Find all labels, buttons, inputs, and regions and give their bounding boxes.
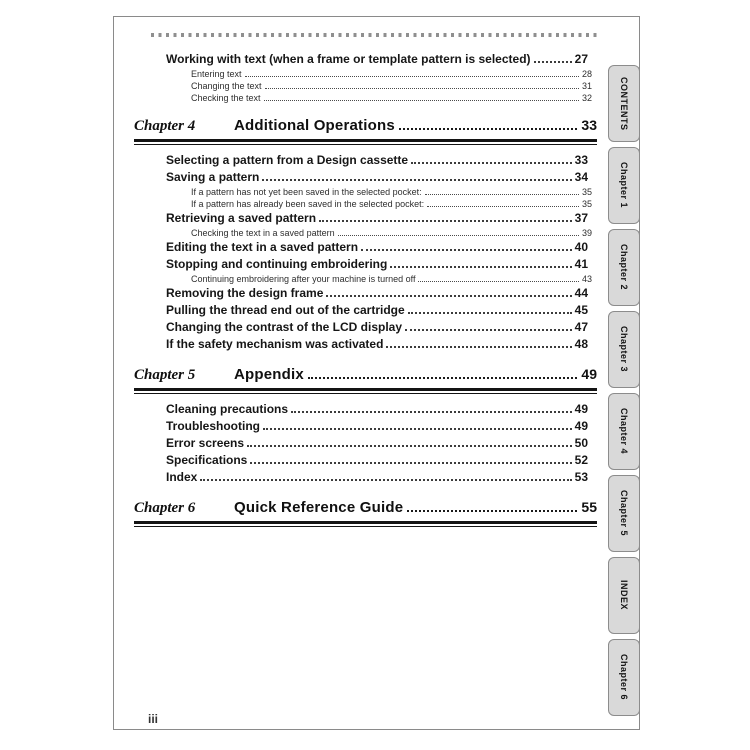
dot-leader <box>245 76 579 77</box>
toc-entry-label: Cleaning precautions <box>166 402 289 416</box>
tab-label: Chapter 6 <box>619 654 629 701</box>
toc-entry-page-number: 31 <box>581 81 592 91</box>
dot-leader <box>326 295 571 297</box>
toc-entry-label: Retrieving a saved pattern <box>166 211 317 225</box>
toc-entry-page-number: 45 <box>574 303 588 317</box>
tab-label: Chapter 1 <box>619 162 629 209</box>
toc-entry-page-number: 32 <box>581 93 592 103</box>
toc-entry-page-number: 33 <box>574 153 588 167</box>
toc-entry-retrieving-a-saved-pattern[interactable] <box>166 210 588 227</box>
toc-entry-entering-text[interactable] <box>191 68 592 80</box>
toc-entry-label: Removing the design frame <box>166 286 324 300</box>
chapter-title: Appendix <box>234 366 304 383</box>
toc-entry-label: Changing the contrast of the LCD display <box>166 320 403 334</box>
tab-chapter-2[interactable] <box>608 229 640 306</box>
chapter-label: Chapter 6 <box>134 500 196 516</box>
toc-entry-page-number: 37 <box>574 211 588 225</box>
chapter-divider-rule <box>134 388 597 394</box>
toc-entry-page-number: 50 <box>574 436 588 450</box>
tab-chapter-6[interactable] <box>608 639 640 716</box>
toc-chapter-entry-chapter-6[interactable] <box>134 495 597 520</box>
chapter-title: Additional Operations <box>234 117 395 134</box>
toc-entry-page-number: 35 <box>581 187 592 197</box>
chapter-page-number: 55 <box>581 499 597 515</box>
dot-leader <box>407 510 577 512</box>
dotted-separator <box>151 33 601 37</box>
toc-entry-page-number: 43 <box>581 274 592 284</box>
dot-leader <box>390 266 571 268</box>
toc-entry-label: Index <box>166 470 198 484</box>
dot-leader <box>411 162 572 164</box>
tab-chapter-1[interactable] <box>608 147 640 224</box>
dot-leader <box>386 346 571 348</box>
toc-entry-page-number: 52 <box>574 453 588 467</box>
tab-index[interactable] <box>608 557 640 634</box>
toc-entry-label: Changing the text <box>191 81 262 91</box>
toc-entry-if-a-pattern-has-already-been-saved-in-the-selected-pocket[interactable] <box>191 198 592 210</box>
chapter-page-number: 33 <box>581 117 597 133</box>
toc-entry-label: Selecting a pattern from a Design cassette <box>166 153 409 167</box>
toc-entry-page-number: 35 <box>581 199 592 209</box>
chapter-tab-strip <box>608 65 641 721</box>
table-of-contents <box>114 51 639 527</box>
dot-leader <box>262 179 571 181</box>
toc-entry-page-number: 49 <box>574 419 588 433</box>
dot-leader <box>200 479 571 481</box>
toc-entry-label: Specifications <box>166 453 248 467</box>
chapter-heading-block <box>134 362 597 394</box>
toc-entry-page-number: 48 <box>574 337 588 351</box>
chapter-title: Quick Reference Guide <box>234 499 404 516</box>
dot-leader <box>264 100 579 101</box>
dot-leader <box>427 206 579 207</box>
dot-leader <box>418 281 579 282</box>
toc-entry-checking-the-text-in-a-saved-pattern[interactable] <box>191 227 592 239</box>
toc-entry-specifications[interactable] <box>166 452 588 469</box>
toc-entry-label: Saving a pattern <box>166 170 260 184</box>
dot-leader <box>425 194 579 195</box>
dot-leader <box>534 61 572 63</box>
chapter-page-number: 49 <box>581 366 597 382</box>
page-number: iii <box>148 712 159 726</box>
toc-chapter-entry-chapter-5[interactable] <box>134 362 597 387</box>
tab-chapter-3[interactable] <box>608 311 640 388</box>
toc-entry-label: Editing the text in a saved pattern <box>166 240 359 254</box>
tab-chapter-4[interactable] <box>608 393 640 470</box>
dot-leader <box>247 445 572 447</box>
chapter-divider-rule <box>134 521 597 527</box>
toc-entry-page-number: 41 <box>574 257 588 271</box>
toc-entry-index[interactable] <box>166 469 588 486</box>
dot-leader <box>399 128 578 130</box>
toc-entry-label: Stopping and continuing embroidering <box>166 257 388 271</box>
toc-entry-saving-a-pattern[interactable] <box>166 169 588 186</box>
toc-entry-page-number: 28 <box>581 69 592 79</box>
toc-entry-if-the-safety-mechanism-was-activated[interactable] <box>166 336 588 353</box>
chapter-label: Chapter 4 <box>134 118 196 134</box>
toc-entry-cleaning-precautions[interactable] <box>166 401 588 418</box>
toc-entry-label: Troubleshooting <box>166 419 260 433</box>
chapter-heading-block <box>134 113 597 145</box>
toc-entry-label: Checking the text <box>191 93 261 103</box>
dot-leader <box>338 235 579 236</box>
toc-entry-label: If a pattern has not yet been saved in the selected pocket: <box>191 187 422 197</box>
dot-leader <box>319 220 572 222</box>
tab-contents[interactable] <box>608 65 640 142</box>
tab-label: Chapter 2 <box>619 244 629 291</box>
toc-entry-label: Working with text (when a frame or template pattern is selected) <box>166 52 531 66</box>
dot-leader <box>308 377 577 379</box>
toc-entry-checking-the-text[interactable] <box>191 92 592 104</box>
toc-entry-pulling-the-thread-end-out-of-the-cartridge[interactable] <box>166 302 588 319</box>
dot-leader <box>263 428 572 430</box>
toc-entry-page-number: 39 <box>581 228 592 238</box>
toc-entry-label: Continuing embroidering after your machine is turned off <box>191 274 416 284</box>
toc-entry-label: If the safety mechanism was activated <box>166 337 384 351</box>
toc-entry-if-a-pattern-has-not-yet-been-saved-in-the-selected-pocket[interactable] <box>191 186 592 198</box>
toc-entry-page-number: 53 <box>574 470 588 484</box>
toc-entry-continuing-embroidering-after-your-machine-is-turned-off[interactable] <box>191 273 592 285</box>
toc-entry-changing-the-contrast-of-the-lcd-display[interactable] <box>166 319 588 336</box>
toc-entry-page-number: 40 <box>574 240 588 254</box>
toc-entry-troubleshooting[interactable] <box>166 418 588 435</box>
toc-entry-changing-the-text[interactable] <box>191 80 592 92</box>
toc-entry-label: Checking the text in a saved pattern <box>191 228 335 238</box>
toc-entry-removing-the-design-frame[interactable] <box>166 285 588 302</box>
toc-entry-label: Error screens <box>166 436 245 450</box>
chapter-heading-block <box>134 495 597 527</box>
dot-leader <box>408 312 572 314</box>
dot-leader <box>361 249 572 251</box>
toc-entry-stopping-and-continuing-embroidering[interactable] <box>166 256 588 273</box>
chapter-label: Chapter 5 <box>134 367 196 383</box>
toc-entry-editing-the-text-in-a-saved-pattern[interactable] <box>166 239 588 256</box>
dot-leader <box>291 411 572 413</box>
toc-entry-selecting-a-pattern-from-a-design-cassette[interactable] <box>166 152 588 169</box>
tab-label: Chapter 4 <box>619 408 629 455</box>
dot-leader <box>405 329 572 331</box>
tab-label: Chapter 5 <box>619 490 629 537</box>
dot-leader <box>265 88 579 89</box>
toc-entry-working-with-text-when-a-frame-or-template-pattern-is-selected[interactable] <box>166 51 588 68</box>
toc-entry-page-number: 49 <box>574 402 588 416</box>
tab-label: Chapter 3 <box>619 326 629 373</box>
toc-entry-label: Pulling the thread end out of the cartridge <box>166 303 405 317</box>
tab-label: CONTENTS <box>619 76 629 131</box>
manual-page <box>113 16 640 730</box>
toc-chapter-entry-chapter-4[interactable] <box>134 113 597 138</box>
tab-chapter-5[interactable] <box>608 475 640 552</box>
toc-entry-page-number: 44 <box>574 286 588 300</box>
toc-entry-page-number: 34 <box>574 170 588 184</box>
toc-entry-label: Entering text <box>191 69 242 79</box>
tab-label: INDEX <box>619 580 629 611</box>
toc-entry-label: If a pattern has already been saved in the selected pocket: <box>191 199 425 209</box>
toc-entry-error-screens[interactable] <box>166 435 588 452</box>
toc-entry-page-number: 47 <box>574 320 588 334</box>
chapter-divider-rule <box>134 139 597 145</box>
toc-entry-page-number: 27 <box>574 52 588 66</box>
dot-leader <box>250 462 571 464</box>
